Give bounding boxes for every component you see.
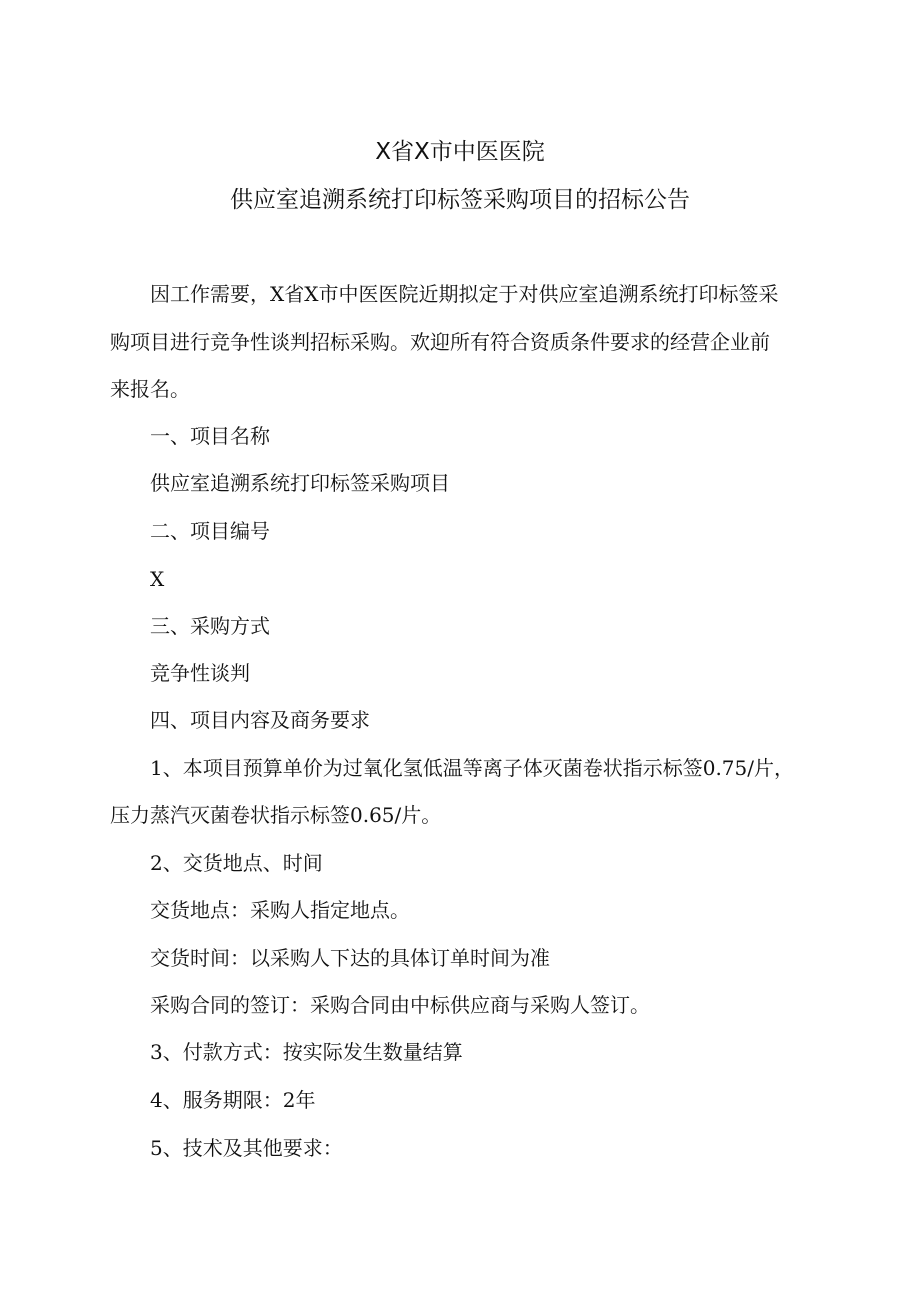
section-heading-project-content: 四、项目内容及商务要求 xyxy=(150,708,370,732)
section-heading-project-number: 二、项目编号 xyxy=(150,519,270,543)
item-3-payment: 3、付款方式：按实际发生数量结算 xyxy=(150,1040,463,1064)
item-1-line-1: 1、本项目预算单价为过氧化氢低温等离子体灭菌卷状指示标签0.75/片， xyxy=(150,756,794,780)
document-title-line-1: X省X市中医医院 xyxy=(375,139,545,165)
item-2-heading: 2、交货地点、时间 xyxy=(150,851,323,875)
delivery-time: 交货时间：以采购人下达的具体订单时间为准 xyxy=(150,946,550,970)
contract-signing: 采购合同的签订：采购合同由中标供应商与采购人签订。 xyxy=(150,993,650,1017)
intro-paragraph-line-1: 因工作需要，X省X市中医医院近期拟定于对供应室追溯系统打印标签采 xyxy=(150,282,779,306)
item-1-line-2: 压力蒸汽灭菌卷状指示标签0.65/片。 xyxy=(110,803,442,827)
section-heading-procurement-method: 三、采购方式 xyxy=(150,614,270,638)
intro-paragraph-line-3: 来报名。 xyxy=(110,377,190,401)
item-5-technical-requirements: 5、技术及其他要求： xyxy=(150,1136,343,1160)
intro-paragraph-line-2: 购项目进行竞争性谈判招标采购。欢迎所有符合资质条件要求的经营企业前 xyxy=(110,330,770,354)
delivery-place: 交货地点：采购人指定地点。 xyxy=(150,898,410,922)
section-heading-project-name: 一、项目名称 xyxy=(150,424,270,448)
document-title-line-2: 供应室追溯系统打印标签采购项目的招标公告 xyxy=(230,187,690,213)
item-4-service-period: 4、服务期限：2年 xyxy=(150,1088,316,1112)
project-name-value: 供应室追溯系统打印标签采购项目 xyxy=(150,471,450,495)
project-number-value: X xyxy=(150,567,165,591)
procurement-method-value: 竞争性谈判 xyxy=(150,661,250,685)
